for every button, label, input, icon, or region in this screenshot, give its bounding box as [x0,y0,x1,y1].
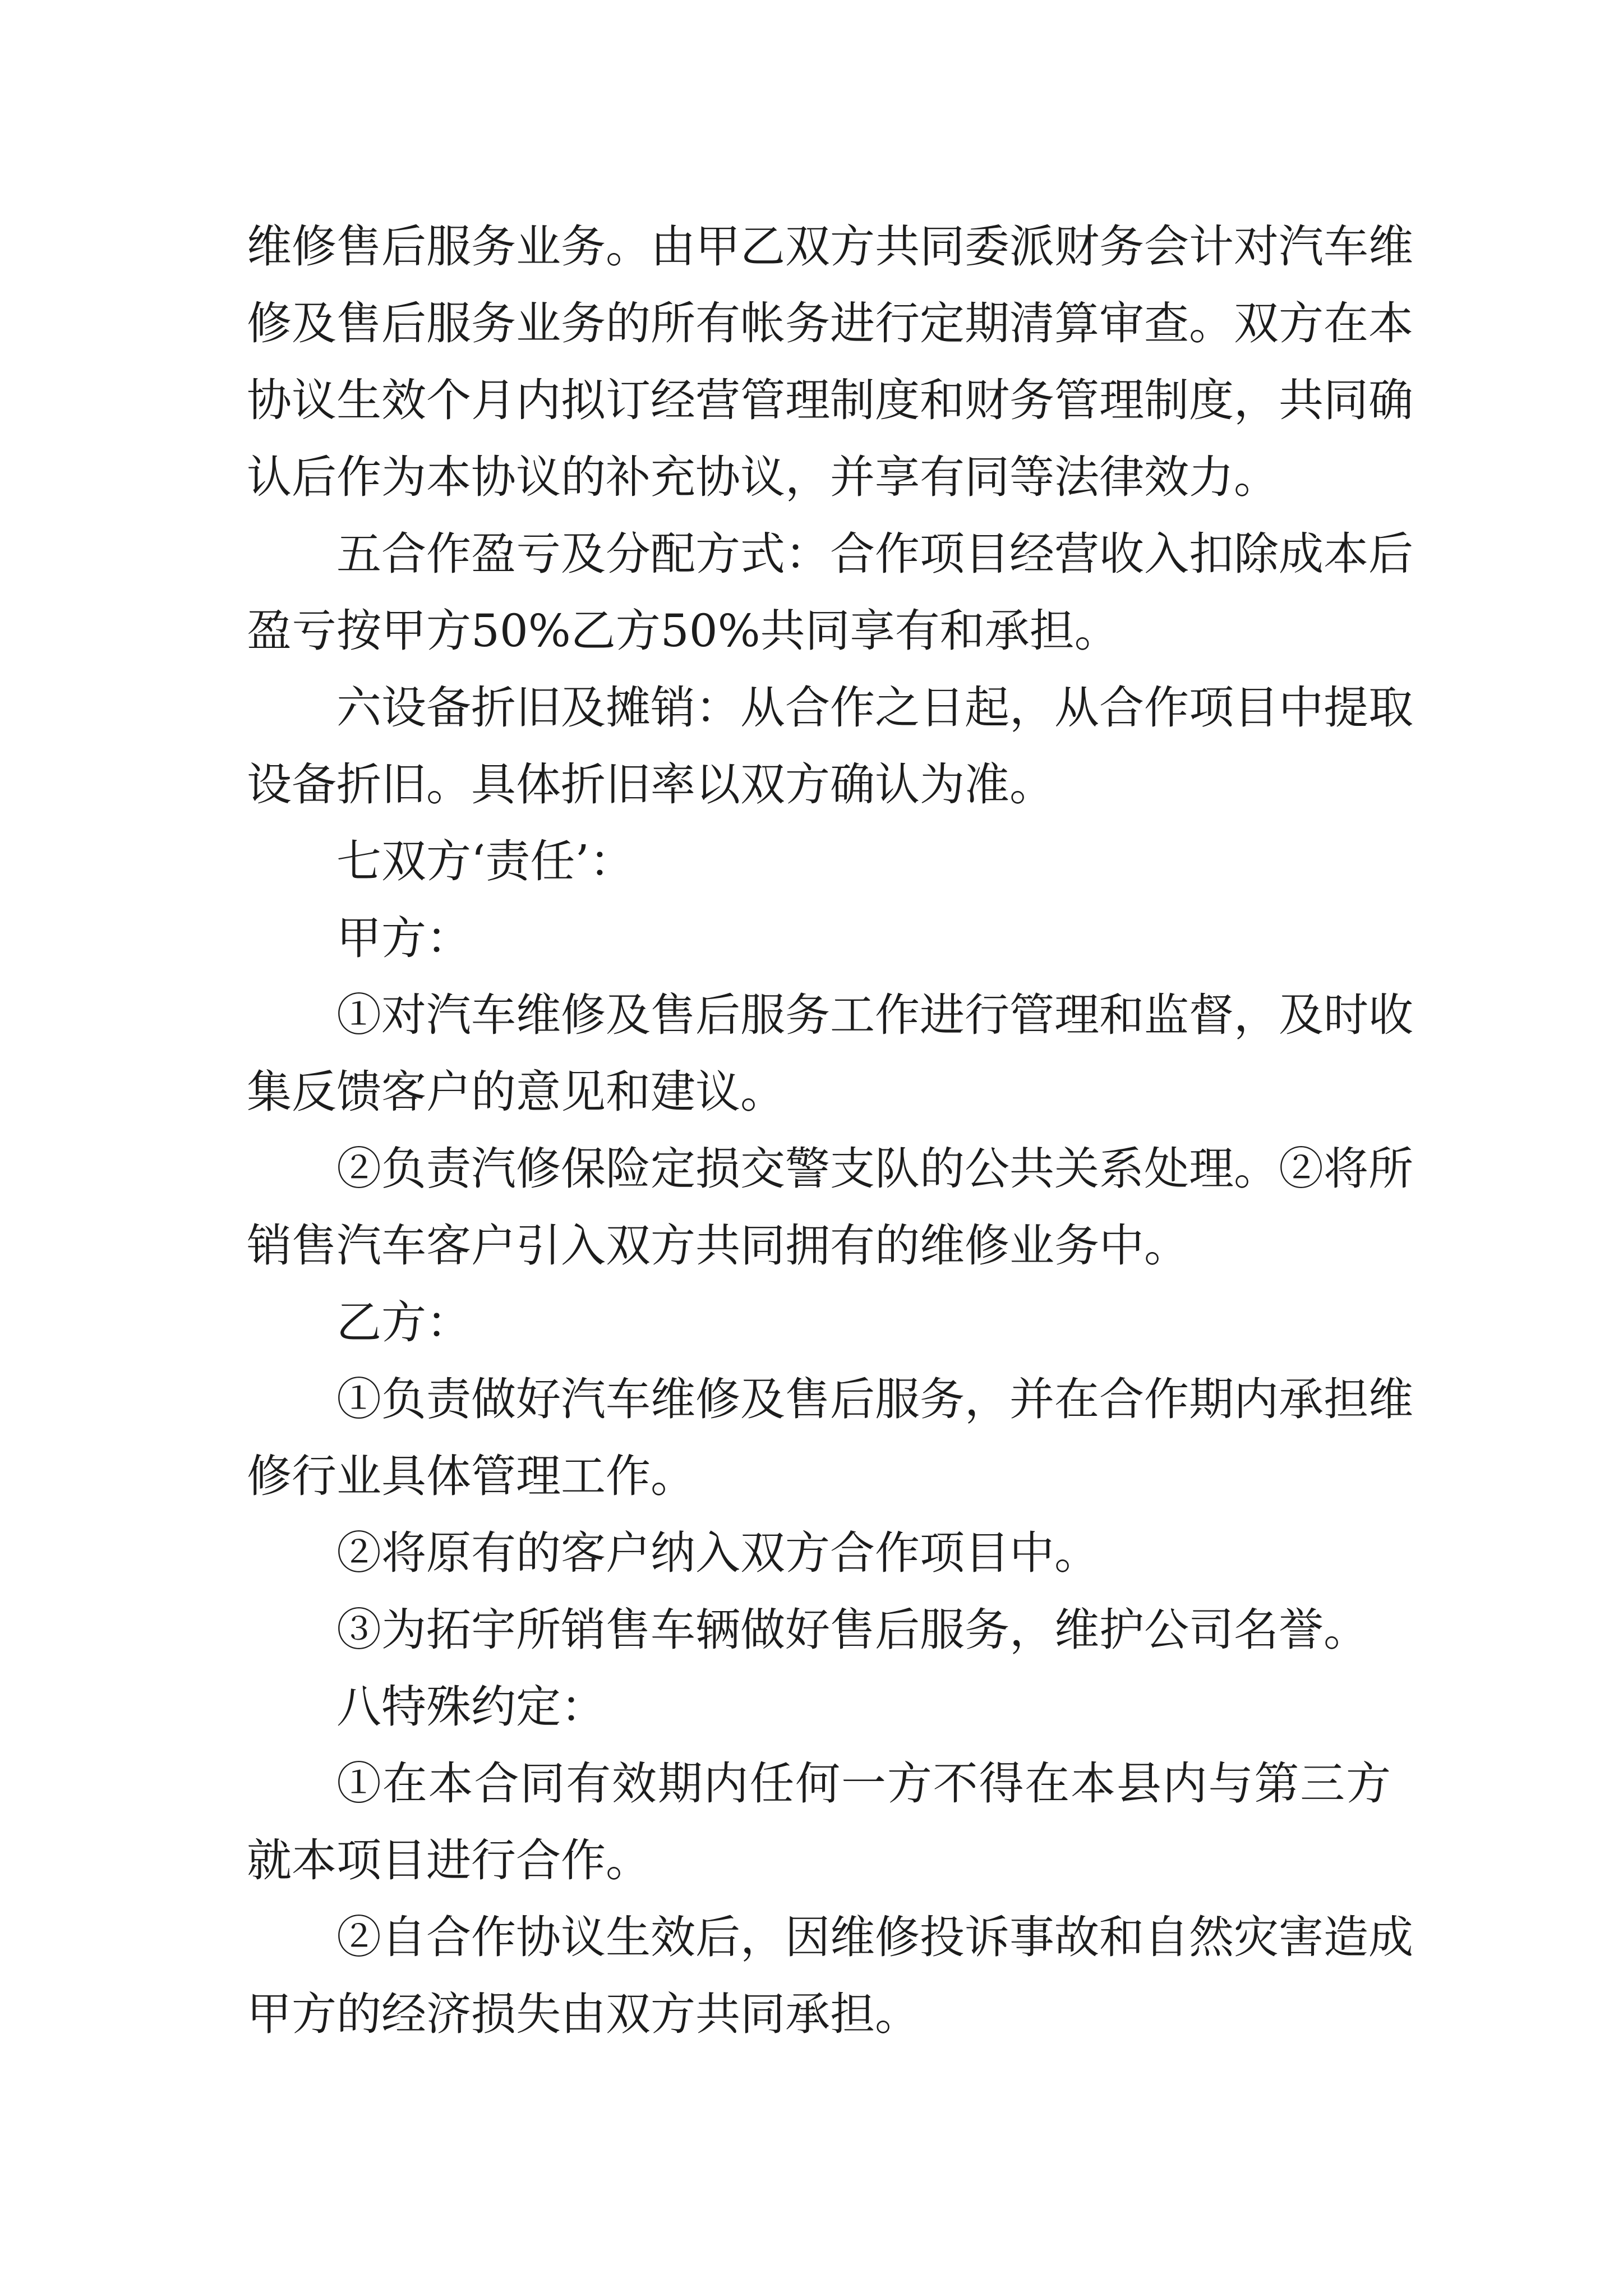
paragraph-first-line: ②将原有的客户纳入双方合作项目中。 [336,1527,1099,1579]
paragraph-first-line: ②自合作协议生效后，因维修投诉事故和自然灾害造成 [336,1911,1413,1963]
paragraph-first-line: 六设备折旧及摊销：从合作之日起，从合作项目中提取 [336,682,1413,734]
text-line: 甲方的经济损失由双方共同承担。 [247,1988,920,2040]
text-line: 设备折旧。具体折旧率以双方确认为准。 [247,758,1054,811]
text-line: 盈亏按甲方50%乙方50%共同享有和承担。 [247,605,1119,657]
section-heading: 八特殊约定： [336,1681,606,1733]
paragraph-first-line: ②负责汽修保险定损交警支队的公共关系处理。②将所 [336,1143,1413,1195]
text-line: 修行业具体管理工作。 [247,1450,695,1502]
text-line: 维修售后服务业务。由甲乙双方共同委派财务会计对汽车维 [247,220,1413,273]
text-line: 认后作为本协议的补充协议，并享有同等法律效力。 [247,451,1279,503]
paragraph-first-line: ①对汽车维修及售后服务工作进行管理和监督，及时收 [336,989,1413,1041]
text-line: 协议生效个月内拟订经营管理制度和财务管理制度，共同确 [247,374,1413,426]
text-line: 修及售后服务业务的所有帐务进行定期清算审查。双方在本 [247,297,1413,349]
section-heading: 七双方‘责任’： [336,835,634,887]
paragraph-first-line: 五合作盈亏及分配方式：合作项目经营收入扣除成本后 [336,528,1413,580]
party-heading: 甲方： [336,912,471,964]
party-heading: 乙方： [336,1296,471,1349]
paragraph-first-line: ③为拓宇所销售车辆做好售后服务，维护公司名誉。 [336,1604,1368,1656]
text-line: 集反馈客户的意见和建议。 [247,1066,785,1118]
text-line: 销售汽车客户引入双方共同拥有的维修业务中。 [247,1220,1189,1272]
text-line: 就本项目进行合作。 [247,1834,651,1887]
paragraph-first-line: ①在本合同有效期内任何一方不得在本县内与第三方 [336,1757,1391,1810]
paragraph-first-line: ①负责做好汽车维修及售后服务，并在合作期内承担维 [336,1373,1413,1425]
